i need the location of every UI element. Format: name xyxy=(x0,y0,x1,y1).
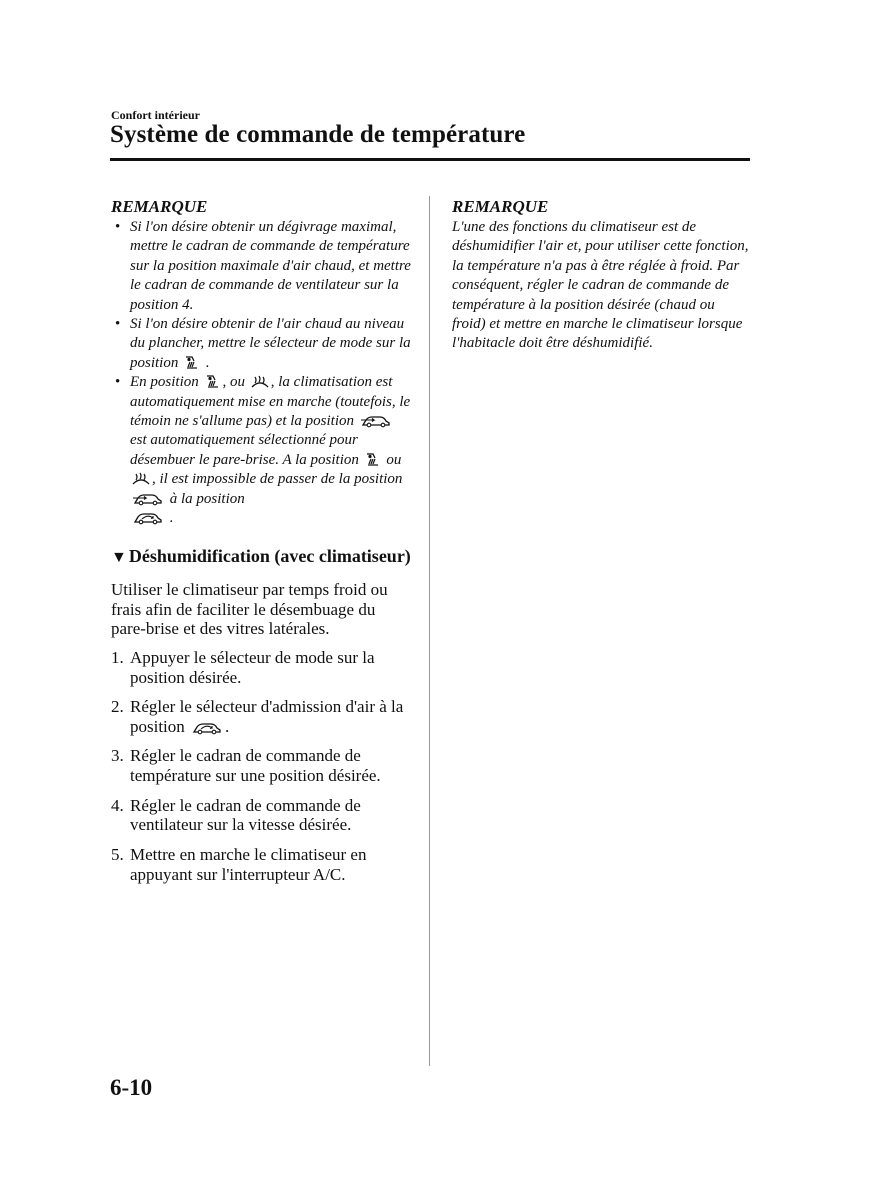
windshield-defrost-icon xyxy=(251,375,269,389)
section-heading-dehumidification xyxy=(111,546,411,567)
bullet-item xyxy=(111,373,411,528)
steps-list xyxy=(111,648,411,894)
bullet-text: . xyxy=(169,510,174,527)
windshield-defrost-icon xyxy=(132,472,150,486)
bullet-text: En position xyxy=(130,374,199,391)
bullet-text: , la climatisation est automatiquement mise en marche (toutefois, le témoin ne s'allume pas) et la position xyxy=(130,374,411,430)
bullet-dot: • xyxy=(115,316,121,333)
step-text: Régler le cadran de commande de ventilateur sur la vitesse désirée. xyxy=(130,795,361,835)
bullet-text: Si l'on désire obtenir un dégivrage maximal, mettre le cadran de commande de température sur la position maximale d'air chaud, et mettre le cadran de commande de ventilateur sur la position 4. xyxy=(130,219,411,313)
triangle-marker-icon: ▼ xyxy=(111,549,127,566)
section-intro: Utiliser le climatiseur par temps froid ou frais afin de faciliter le désembuage du pare-brise et des vitres latérales. xyxy=(111,580,388,639)
left-note-heading: REMARQUE xyxy=(111,197,208,216)
right-note-heading: REMARQUE xyxy=(452,197,549,216)
outside-air-icon xyxy=(132,492,164,506)
bullet-text: , ou xyxy=(222,374,246,391)
bullet-text: . xyxy=(205,354,210,371)
step-text: Appuyer le sélecteur de mode sur la position désirée. xyxy=(130,648,375,687)
bullet-dot: • xyxy=(115,219,121,235)
page-number: 6-10 xyxy=(110,1075,153,1100)
bullet-item xyxy=(111,315,411,373)
floor-defrost-icon xyxy=(365,452,381,467)
floor-defrost-icon xyxy=(184,355,200,370)
bullet-text: Si l'on désire obtenir de l'air chaud au niveau du plancher, mettre le sélecteur de mode sur la position xyxy=(130,316,411,371)
step-text: Régler le cadran de commande de température sur une position désirée. xyxy=(130,746,381,786)
step-item xyxy=(111,648,411,687)
step-text-tail: . xyxy=(225,716,230,736)
bullet-text: ou xyxy=(386,451,402,468)
section-heading-text: Déshumidification (avec climatiseur) xyxy=(128,546,411,566)
bullet-dot: • xyxy=(115,374,121,391)
step-text: Mettre en marche le climatiseur en appuyant sur l'interrupteur A/C. xyxy=(130,844,367,884)
bullet-item xyxy=(111,218,411,315)
left-note-bullets xyxy=(111,218,411,529)
step-number: 3. xyxy=(111,746,124,766)
step-number: 5. xyxy=(111,844,124,864)
step-item xyxy=(111,845,411,884)
floor-defrost-icon xyxy=(205,374,221,389)
bullet-text: à la position xyxy=(169,490,245,507)
column-divider xyxy=(429,196,430,1066)
page-title: Système de commande de température xyxy=(110,121,526,148)
step-number: 1. xyxy=(111,648,124,667)
bullet-text: , il est impossible de passer de la position xyxy=(152,471,403,488)
step-item xyxy=(111,746,411,785)
outside-air-icon xyxy=(360,414,392,428)
step-item xyxy=(111,697,411,736)
step-item xyxy=(111,796,411,835)
bullet-text: est automatiquement sélectionné pour désembuer le pare-brise. A la position xyxy=(130,432,359,468)
section-label: Confort intérieur xyxy=(111,108,200,122)
step-text: Régler le sélecteur d'admission d'air à la position xyxy=(130,697,404,736)
title-rule xyxy=(110,158,750,161)
step-number: 4. xyxy=(111,795,124,815)
right-note-text: L'une des fonctions du climatiseur est de déshumidifier l'air et, pour utiliser cette fonction, la température n'a pas à être réglée à froid. Par conséquent, régler le cadran de commande de température à la position désirée (chaud ou froid) et mettre en marche le climatiseur lorsque l'habitacle doit être déshumidifié. xyxy=(452,219,749,352)
step-number: 2. xyxy=(111,697,124,717)
recirculate-air-icon xyxy=(132,511,164,525)
recirculate-air-icon xyxy=(191,721,223,735)
